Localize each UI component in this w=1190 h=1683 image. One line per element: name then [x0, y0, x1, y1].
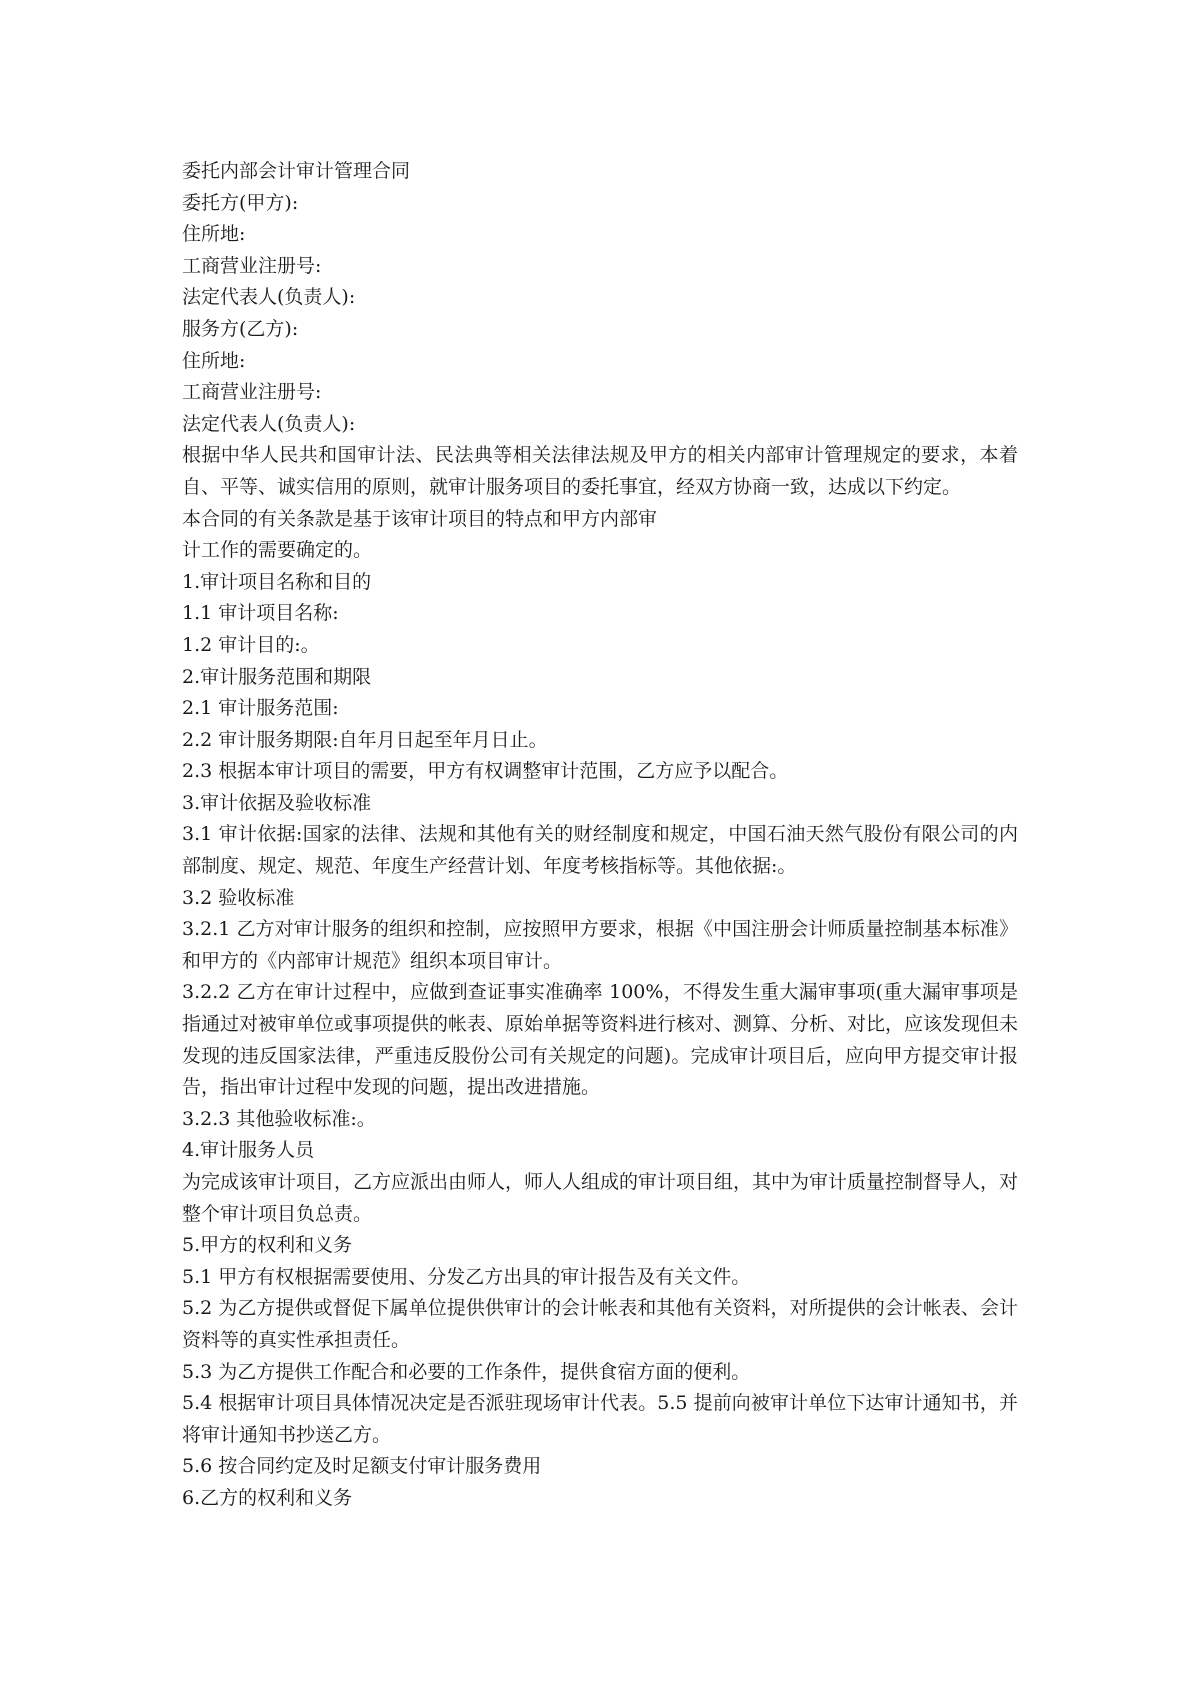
party-b-representative: 法定代表人(负责人):	[182, 412, 356, 435]
clause-1-1: 1.1 审计项目名称:	[182, 602, 339, 625]
clause-3-2: 3.2 验收标准	[182, 886, 295, 909]
party-b-address: 住所地:	[182, 349, 246, 372]
clause-5-3: 5.3 为乙方提供工作配合和必要的工作条件，提供食宿方面的便利。	[182, 1360, 751, 1383]
clause-3-1: 3.1 审计依据:国家的法律、法规和其他有关的财经制度和规定，中国石油天然气股份有限公司的内部制度、规定、规范、年度生产经营计划、年度考核指标等。其他依据:。	[182, 823, 1018, 878]
section-1-heading: 1.审计项目名称和目的	[182, 570, 372, 593]
party-a-address: 住所地:	[182, 223, 246, 246]
document-body	[182, 156, 1018, 1515]
section-5-heading: 5.甲方的权利和义务	[182, 1234, 353, 1257]
section-2-heading: 2.审计服务范围和期限	[182, 665, 372, 688]
document-title: 委托内部会计审计管理合同	[182, 160, 411, 182]
basis-paragraph-line-1: 本合同的有关条款是基于该审计项目的特点和甲方内部审	[182, 507, 658, 530]
clause-5-1: 5.1 甲方有权根据需要使用、分发乙方出具的审计报告及有关文件。	[182, 1265, 751, 1288]
clause-2-2: 2.2 审计服务期限:自年月日起至年月日止。	[182, 728, 548, 751]
section-4-paragraph: 为完成该审计项目，乙方应派出由师人，师人人组成的审计项目组，其中为审计质量控制督导人，对整个审计项目负总责。	[182, 1171, 1019, 1225]
clause-3-2-2: 3.2.2 乙方在审计过程中，应做到查证事实准确率 100%，不得发生重大漏审事项(重大漏审事项是指通过对被审单位或事项提供的帐表、原始单据等资料进行核对、测算、分析、对比，应该发现但未发现的违反国家法律，严重违反股份公司有关规定的问题)。完成审计项目后，应向甲方提交审计报告，指出审计过程中发现的问题，提出改进措施。	[182, 981, 1019, 1099]
section-4-heading: 4.审计服务人员	[182, 1139, 315, 1162]
section-3-heading: 3.审计依据及验收标准	[182, 791, 372, 814]
clause-5-6: 5.6 按合同约定及时足额支付审计服务费用	[182, 1455, 542, 1478]
party-b-label: 服务方(乙方):	[182, 317, 299, 340]
section-6-heading: 6.乙方的权利和义务	[182, 1486, 353, 1509]
party-a-representative: 法定代表人(负责人):	[182, 286, 356, 309]
party-b-registration: 工商营业注册号:	[182, 381, 322, 404]
preamble-paragraph: 根据中华人民共和国审计法、民法典等相关法律法规及甲方的相关内部审计管理规定的要求，本着自、平等、诚实信用的原则，就审计服务项目的委托事宜，经双方协商一致，达成以下约定。	[182, 444, 1018, 498]
clause-5-4-5-5: 5.4 根据审计项目具体情况决定是否派驻现场审计代表。5.5 提前向被审计单位下达审计通知书，并将审计通知书抄送乙方。	[182, 1392, 1018, 1446]
clause-3-2-1: 3.2.1 乙方对审计服务的组织和控制，应按照甲方要求，根据《中国注册会计师质量控制基本标准》和甲方的《内部审计规范》组织本项目审计。	[182, 918, 1018, 972]
clause-2-3: 2.3 根据本审计项目的需要，甲方有权调整审计范围，乙方应予以配合。	[182, 760, 789, 783]
party-a-label: 委托方(甲方):	[182, 191, 299, 214]
clause-2-1: 2.1 审计服务范围:	[182, 697, 339, 720]
clause-5-2: 5.2 为乙方提供或督促下属单位提供供审计的会计帐表和其他有关资料，对所提供的会计帐表、会计资料等的真实性承担责任。	[182, 1297, 1018, 1351]
basis-paragraph-line-2: 计工作的需要确定的。	[182, 539, 373, 562]
clause-3-2-3: 3.2.3 其他验收标准:。	[182, 1107, 376, 1130]
party-a-registration: 工商营业注册号:	[182, 254, 322, 277]
clause-1-2: 1.2 审计目的:。	[182, 633, 320, 656]
